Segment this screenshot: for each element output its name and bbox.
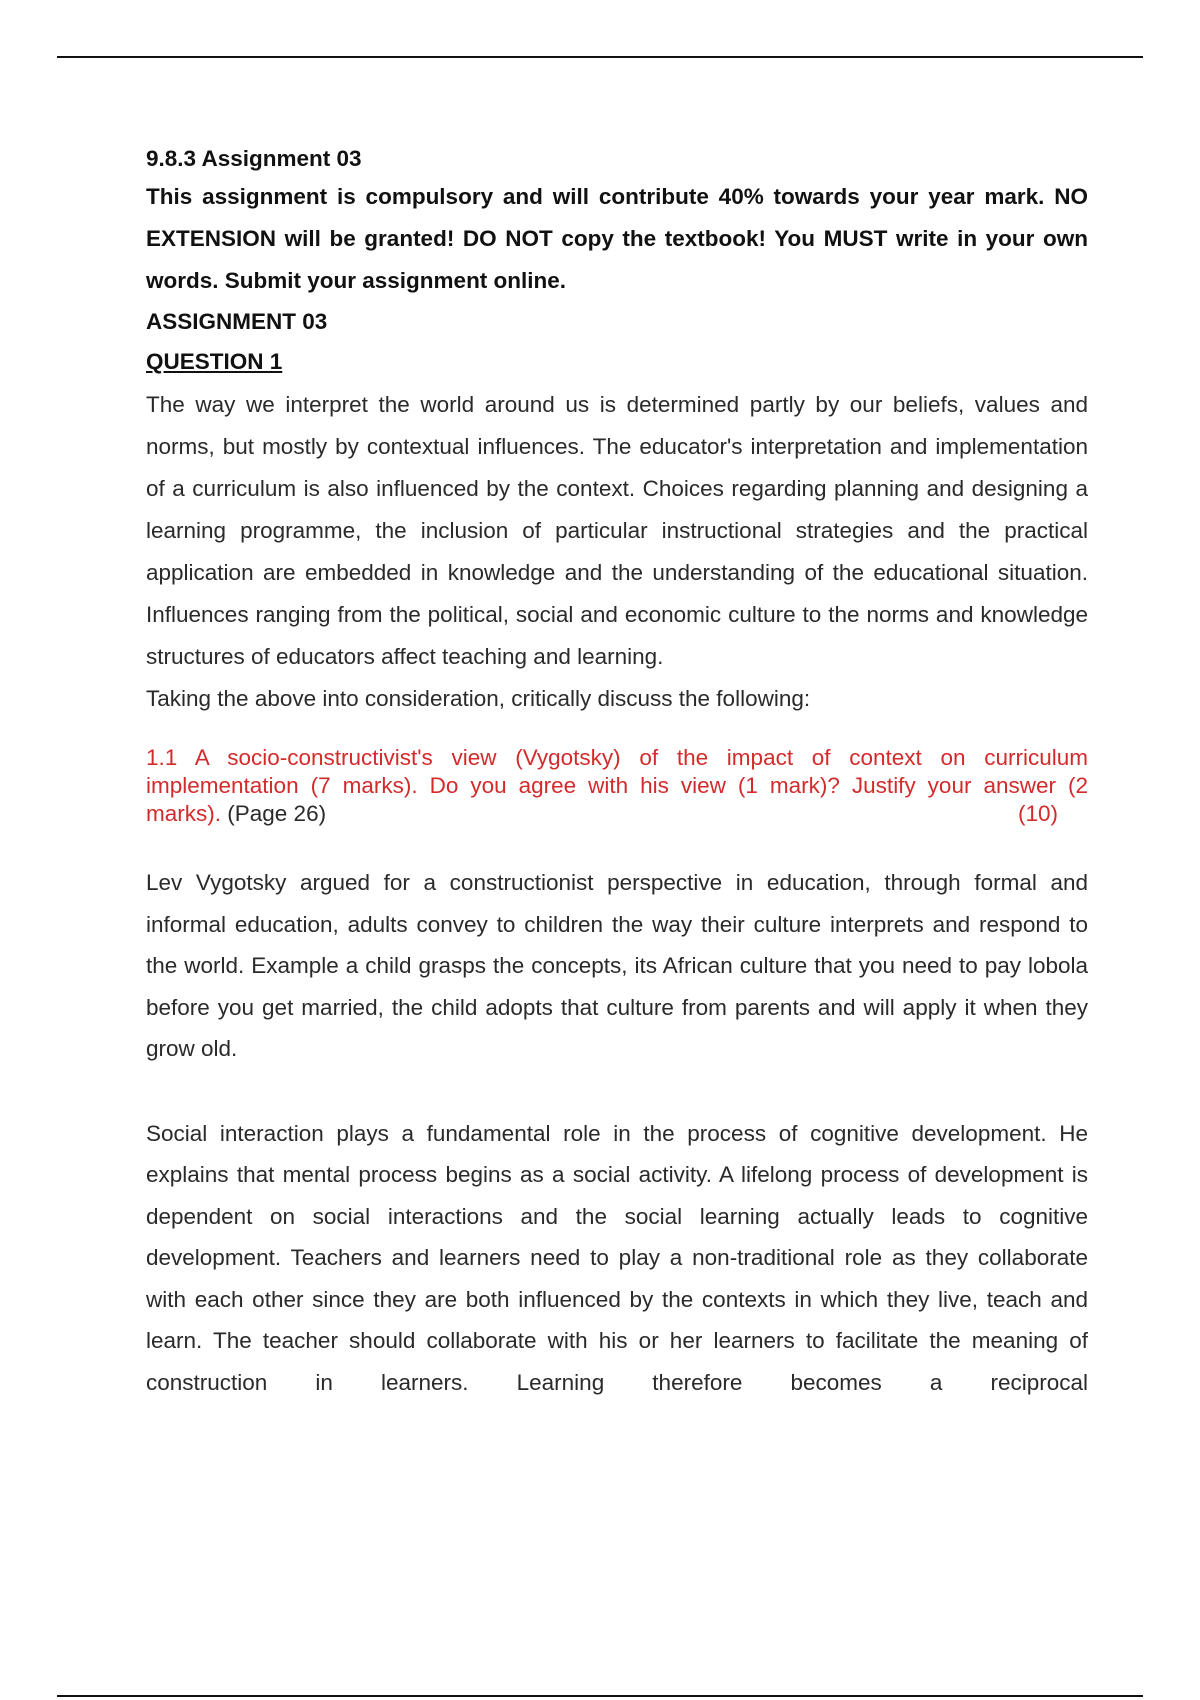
answer-paragraph-1: Lev Vygotsky argued for a constructionist perspective in education, through formal and informal education, adults convey to children the way their culture interprets and respond to the world. Example a child grasps the concepts, its African culture that you need to pay lobola before you get married, the child adopts that culture from parents and will apply it when they grow old. [146, 870, 1088, 1061]
instruction-line: Taking the above into consideration, critically discuss the following: [146, 686, 811, 711]
document-page [146, 142, 1088, 1403]
bottom-rule [57, 1695, 1143, 1697]
question-title: QUESTION 1 [146, 349, 283, 374]
assignment-title: ASSIGNMENT 03 [146, 309, 328, 334]
sub-question-text: 1.1 A socio-constructivist's view (Vygotsky) of the impact of context on curriculum implementation (7 marks). Do you agree with his view (1 mark)? Justify your answer (2 marks). [146, 745, 1088, 826]
marks-label: (10) [1017, 801, 1058, 826]
page-reference: (Page 26) [227, 801, 327, 826]
context-paragraph: The way we interpret the world around us is determined partly by our beliefs, values and norms, but mostly by contextual influences. The educator's interpretation and implementation of a curriculum is also influenced by the context. Choices regarding planning and designing a learning programme, the inclusion of particular instructional strategies and the practical application are embedded in knowledge and the understanding of the educational situation. Influences ranging from the political, social and economic culture to the norms and knowledge structures of educators affect teaching and learning. [146, 392, 1088, 669]
answer-paragraph-2: Social interaction plays a fundamental role in the process of cognitive development. He explains that mental process begins as a social activity. A lifelong process of development is dependent on social interactions and the social learning actually leads to cognitive development. Teachers and learners need to play a non-traditional role as they collaborate with each other since they are both influenced by the contexts in which they live, teach and learn. The teacher should collaborate with his or her learners to facilitate the meaning of construction in learners. Learning therefore becomes a reciprocal [146, 1120, 1088, 1395]
sub-question-block [146, 744, 1088, 828]
top-rule [57, 56, 1143, 58]
section-heading: 9.8.3 Assignment 03 [146, 146, 362, 171]
assignment-intro: This assignment is compulsory and will contribute 40% towards your year mark. NO EXTENSION will be granted! DO NOT copy the textbook! You MUST write in your own words. Submit your assignment online. [146, 184, 1088, 293]
